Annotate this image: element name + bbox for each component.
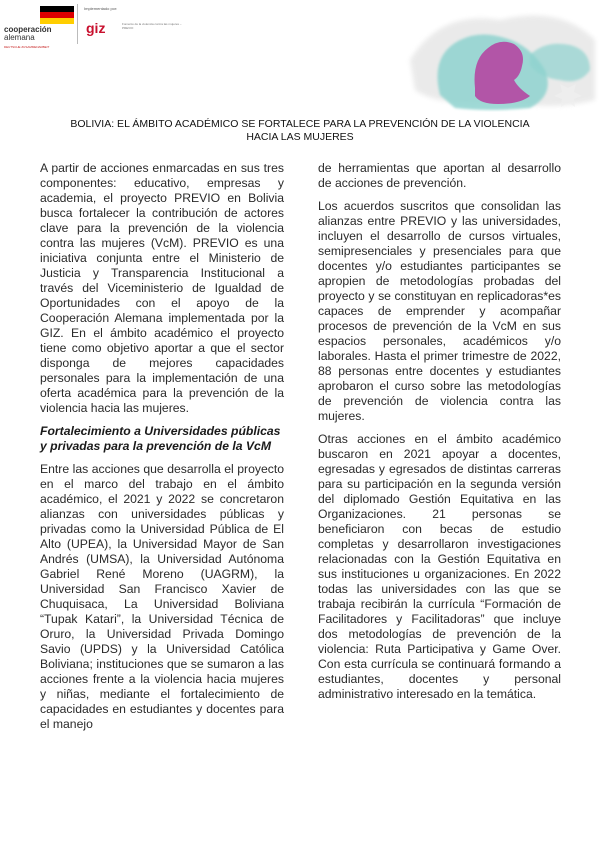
coop-small: DEUTSCHE ZUSAMMENARBEIT — [4, 45, 50, 49]
giz-note: Fomento de la violencia contra las mujeres – PREVIO — [122, 22, 182, 30]
logo-divider — [77, 4, 78, 44]
other-actions-paragraph: Otras acciones en el ámbito académico buscaron en 2021 apoyar a docentes, egresadas y egresados de distintas carreras para su participación en la segunda versión del diplomado Gestión Equitativa en las Organizaciones. 21 personas se beneficiaron con becas de estudio completas y desarrollaron investigaciones relacionadas con la Gestión Equitativa en sus instituciones u organizaciones. En 2022 todas las universidades con las que se trabaja recibirán la currícula “Formación de Facilitadores y Facilitadoras” que incluye dos metodologías de prevención de la violencia: Ruta Participativa y Game Over. Con esta currícula se continuará formando a estudiantes, docentes y personal administrativo interesado en la temática. — [318, 432, 561, 701]
right-column — [318, 161, 561, 710]
intro-paragraph: A partir de acciones enmarcadas en sus tres componentes: educativo, empresas y academia, el proyecto PREVIO en Bolivia busca fortalecer la contribución de actores clave para la prevención de la violencia contra las mujeres (VcM). PREVIO es una iniciativa conjunta entre el Ministerio de Justicia y Transparencia Institucional a través del Viceministerio de Igualdad de Oportunidades con el apoyo de la Cooperación Alemana implementada por la GIZ. En el ámbito académico el proyecto tiene como objetivo aportar a que el sector disponga de mejores capacidades personales para la implementación de una oferta académica para la prevención de la violencia hacia las mujeres. — [40, 161, 284, 415]
cooperacion-alemana-text — [4, 26, 52, 51]
coop-line2: alemana — [4, 33, 35, 42]
page-header — [0, 0, 600, 110]
tools-paragraph: de herramientas que aportan al desarrollo de acciones de prevención. — [318, 161, 561, 190]
section-subheading: Fortalecimiento a Universidades públicas y privadas para la prevención de la VcM — [40, 424, 281, 453]
watercolor-silhouette-illustration — [380, 0, 600, 112]
implemented-by-label: Implementado por: — [84, 6, 118, 11]
coop-line1: cooperación — [4, 25, 52, 34]
left-column — [40, 161, 284, 740]
german-flag-icon — [40, 6, 74, 24]
page-title: BOLIVIA: EL ÁMBITO ACADÉMICO SE FORTALECE PARA LA PREVENCIÓN DE LA VIOLENCIA HACIA LAS MUJERES — [70, 118, 530, 143]
cooperacion-alemana-logo — [4, 4, 74, 48]
alliances-paragraph: Entre las acciones que desarrolla el proyecto en el marco del trabajo en el ámbito académico, el 2021 y 2022 se concretaron alianzas con universidades públicas y privadas como la Universidad Pública de El Alto (UPEA), la Universidad Mayor de San Andrés (UMSA), la Universidad Autónoma Gabriel René Moreno (UAGRM), la Universidad San Francisco Xavier de Chuquisaca, La Universidad Boliviana “Tupak Katari”, la Universidad Técnica de Oruro, la Universidad Privada Domingo Savio (UPDS) y la Universidad Católica Boliviana; instituciones que se sumaron a las acciones frente a la violencia hacia mujeres y niñas, mediante el fortalecimiento de capacidades en estudiantes y docentes para el manejo — [40, 462, 284, 731]
agreements-paragraph: Los acuerdos suscritos que consolidan las alianzas entre PREVIO y las universidades, incluyen el desarrollo de cursos virtuales, semipresenciales y presenciales para que docentes y/o estudiantes participantes se apropien de metodologías probadas del proyecto y se constituyan en replicadoras*es capaces de emprender y acompañar procesos de prevención de la VcM en sus espacios personales, académicos y/o laborales. Hasta el primer trimestre de 2022, 88 personas entre docentes y estudiantes aprobaron el curso sobre las metodologías de prevención de violencia contra las mujeres. — [318, 199, 561, 423]
giz-logo: giz — [86, 20, 106, 36]
